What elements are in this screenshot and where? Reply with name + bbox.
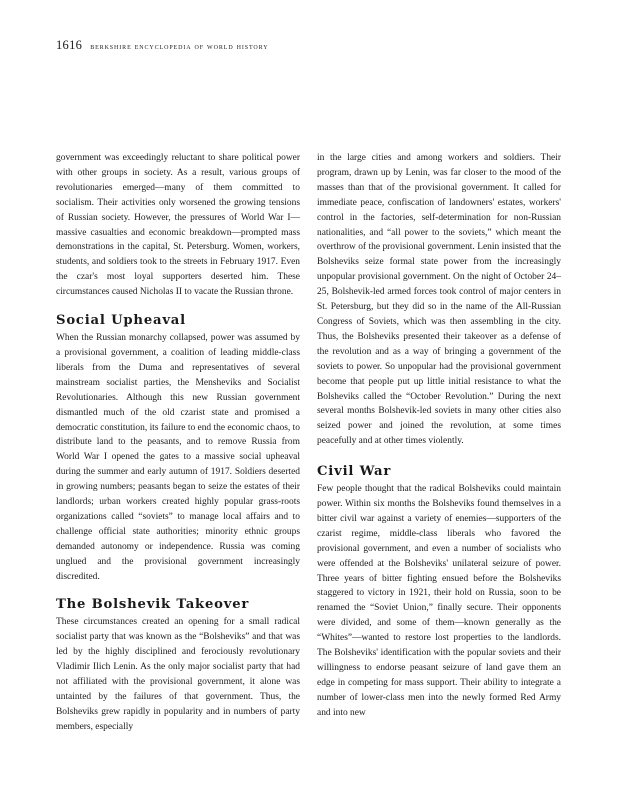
- paragraph: Few people thought that the radical Bolsheviks could maintain power. Within six months the Bolsheviks found themselves in a bitter civil war against a variety of enemies—supporters of the czarist regime, middle-class liberals who favored the provisional government, and even a number of socialists who were offended at the Bolsheviks' unilateral seizure of power. Three years of bitter fighting ensued before the Bolsheviks staggered to victory in 1921, their hold on Russia, soon to be renamed the “Soviet Union,” finally secure. Their opponents were divided, and some of them—known generally as the “Whites”—wanted to restore lost properties to the landlords. The Bolsheviks' identification with the popular soviets and their willingness to endorse peasant seizure of land gave them an edge in competing for mass support. Their ability to integrate a number of lower-class men into the newly formed Red Army and into new: [317, 484, 561, 718]
- section-heading-civil-war: Civil War: [317, 464, 392, 480]
- running-head: [56, 38, 268, 52]
- page-number: 1616: [56, 38, 83, 52]
- paragraph: in the large cities and among workers and soldiers. Their program, drawn up by Lenin, was far closer to the mood of the masses than that of the provisional government. It called for immediate peace, confiscation of landowners' estates, workers' control in the factories, self-determination for non-Russian nationalities, and “all power to the soviets,” which meant the overthrow of the provisional government. Lenin insisted that the Bolsheviks seize formal state power from the increasingly unpopular provisional government. On the night of October 24–25, Bolshevik-led armed forces took control of major centers in St. Petersburg, but they did so in the name of the All-Russian Congress of Soviets, which was then assembling in the city. Thus, the Bolsheviks presented their takeover as a defense of the revolution and as a way of bringing a government of the soviets to power. So unpopular had the provisional government become that people put up little initial resistance to what the Bolsheviks called the “October Revolution.” During the next several months Bolshevik-led soviets in many other cities also seized power and joined the revolution, at some times peacefully and at other times violently.: [317, 153, 561, 447]
- left-column: [56, 151, 300, 735]
- paragraph: These circumstances created an opening for a small radical socialist party that was known as the “Bolsheviks” and that was led by the highly disciplined and ferociously revolutionary Vladimir Ilich Lenin. As the only major socialist party that had not affiliated with the provisional government, it alone was untainted by the failures of that government. Thus, the Bolsheviks grew rapidly in popularity and in numbers of party members, especially: [56, 617, 300, 732]
- book-title: berkshire encyclopedia of world history: [90, 41, 269, 51]
- paragraph: When the Russian monarchy collapsed, power was assumed by a provisional government, a coalition of leading middle-class liberals from the Duma and representatives of several mainstream socialist parties, the Mensheviks and Socialist Revolutionaries. Although this new Russian government dismantled much of the old czarist state and promised a democratic constitution, its failure to end the economic chaos, to distribute land to the peasants, and to remove Russia from World War I opened the gates to a massive social upheaval during the summer and early autumn of 1917. Soldiers deserted in growing numbers; peasants began to seize the estates of their landlords; urban workers created highly popular grass-roots organizations called “soviets” to manage local affairs and to challenge official state authorities; minority ethnic groups demanded autonomy or independence. Russia was coming unglued and the provisional government increasingly discredited.: [56, 333, 300, 582]
- paragraph: government was exceedingly reluctant to share political power with other groups in society. As a result, various groups of revolutionaries emerged—many of them committed to socialism. Their activities only worsened the growing tensions of Russian society. However, the pressures of World War I—massive casualties and economic breakdown—prompted mass demonstrations in the capital, St. Petersburg. Women, workers, students, and soldiers took to the streets in February 1917. Even the czar's most loyal supporters deserted him. These circumstances caused Nicholas II to vacate the Russian throne.: [56, 153, 300, 298]
- right-column: [317, 151, 561, 721]
- section-heading-bolshevik-takeover: The Bolshevik Takeover: [56, 597, 250, 613]
- section-heading-social-upheaval: Social Upheaval: [56, 313, 186, 329]
